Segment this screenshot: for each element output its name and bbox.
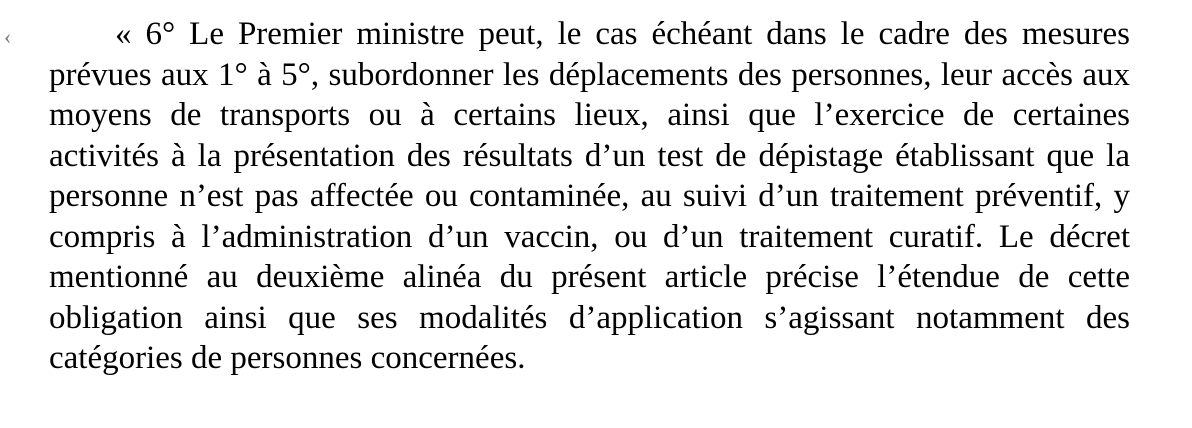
body-paragraph: « 6° Le Premier ministre peut, le cas échéant dans le cadre des mesures prévues aux 1° à 5°, subordonner les déplacements des personnes, leur accès aux moyens de transports ou à certains lieux, ainsi que l’exercice de certaines activités à la présentation des résultats d’un test de dépistage établissant que la personne n’est pas affectée ou contaminée, au suivi d’un traitement préventif, y compris à l’administration d’un vaccin, ou d’un traitement curatif. Le décret mentionné au deuxième alinéa du présent article précise l’étendue de cette obligation ainsi que ses modalités d’application s’agissant notamment des catégories de personnes concernées. [49,16,1130,376]
margin-mark: ‹ [4,24,12,49]
